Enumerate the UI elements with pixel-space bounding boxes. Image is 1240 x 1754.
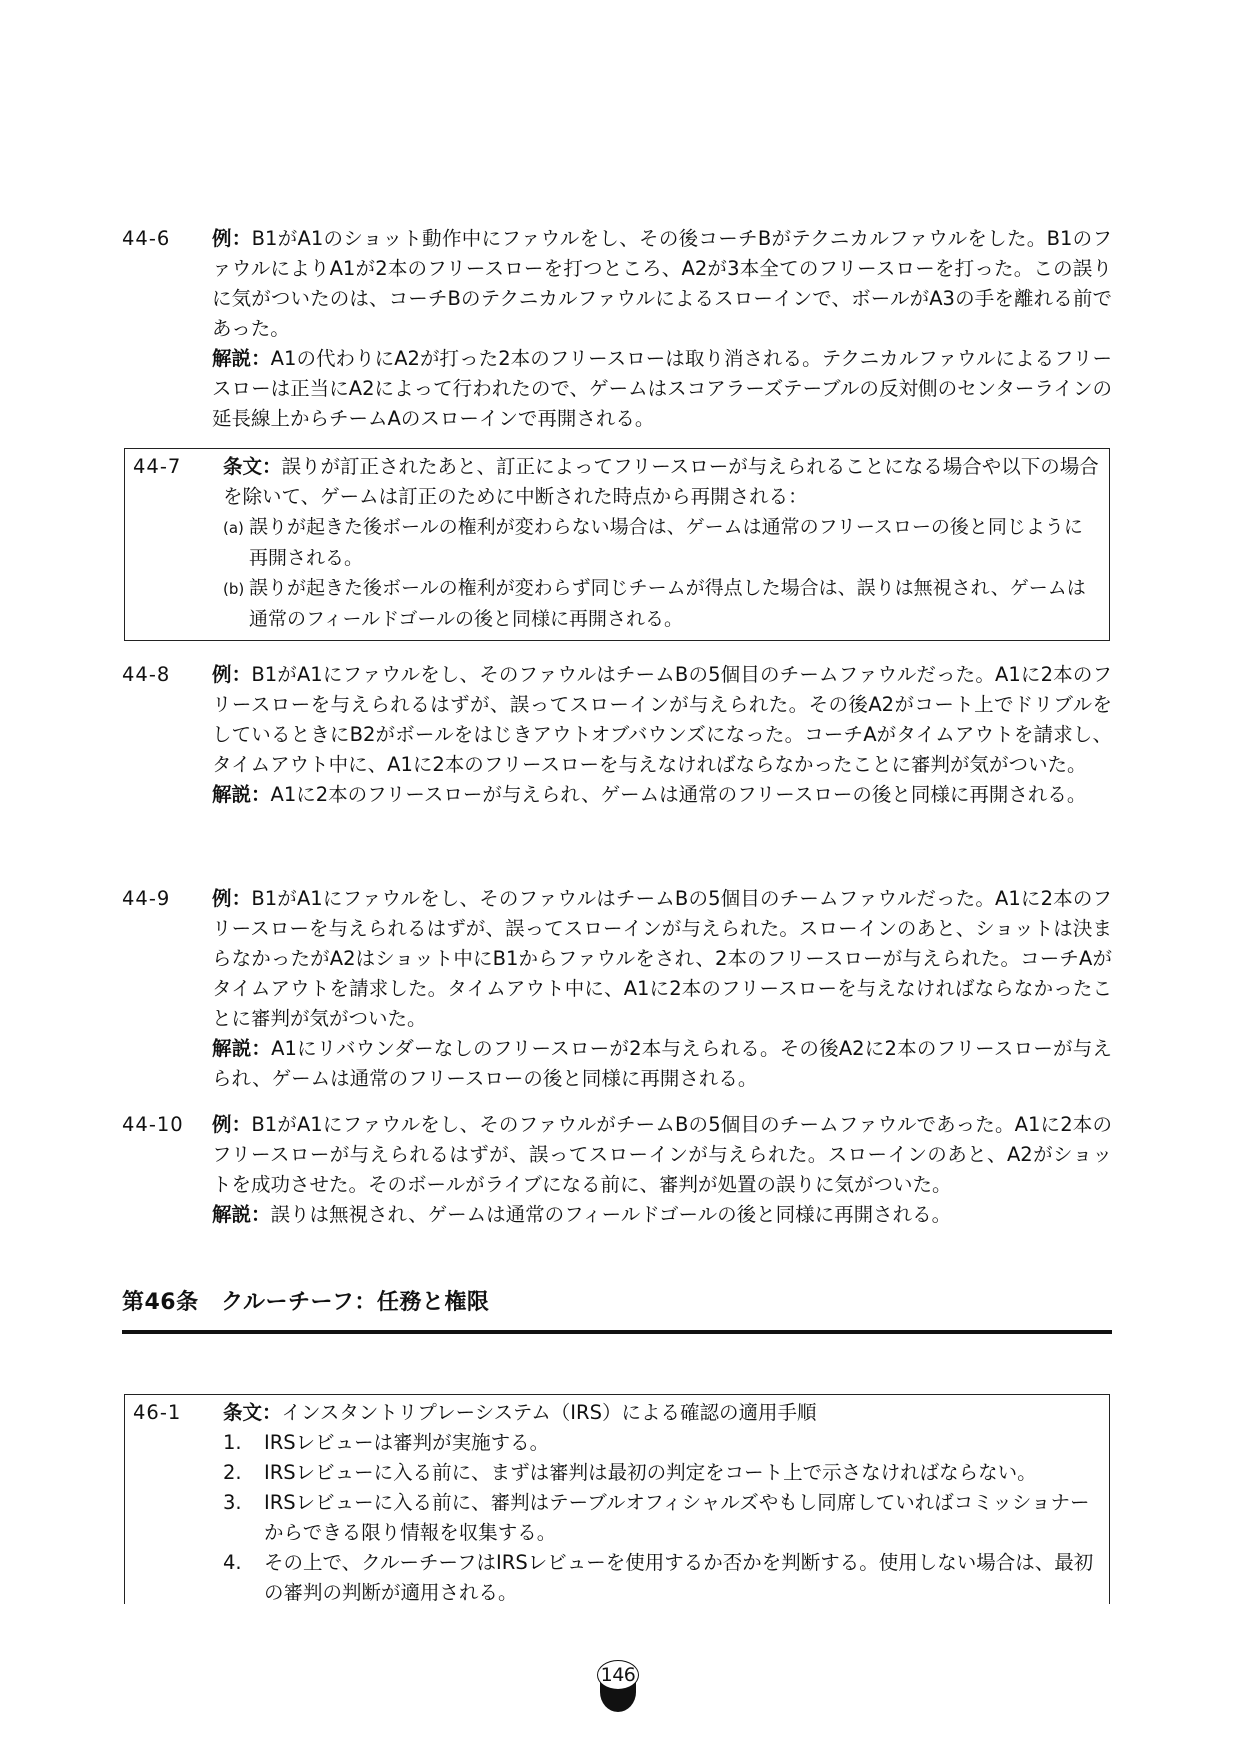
procedure-item: [223, 1488, 1099, 1548]
procedure-item: [223, 1428, 1099, 1458]
item-number: 3.: [223, 1491, 242, 1514]
explanation-paragraph: [212, 344, 1112, 434]
entry-number: 44-8: [122, 663, 171, 686]
entry-body: [212, 1110, 1112, 1230]
example-label: 例：: [212, 663, 252, 686]
example-label: 例：: [212, 227, 252, 250]
explanation-label: 解説：: [212, 1037, 272, 1060]
explanation-label: 解説：: [212, 1203, 271, 1226]
explanation-text: A1にリバウンダーなしのフリースローが2本与えられる。その後A2に2本のフリースローが与えられ、ゲームは通常のフリースローの後と同様に再開される。: [212, 1037, 1112, 1090]
rule-item-b: [223, 573, 1099, 634]
casebook-entry-44-8: [122, 660, 1112, 810]
item-number: 4.: [223, 1551, 242, 1574]
page-number-badge: [596, 1660, 642, 1720]
article-title: 第46条 クルーチーフ：任務と権限: [122, 1290, 490, 1315]
procedure-item: [223, 1458, 1099, 1488]
rule-statement: [223, 452, 1099, 512]
example-text: B1がA1にファウルをし、そのファウルはチームBの5個目のチームファウルだった。A1に2本のフリースローを与えられるはずが、誤ってスローインが与えられた。スローインのあと、ショットは決まらなかったがA2はショット中にB1からファウルをされ、2本のフリースローが与えられた。コーチAがタイムアウトを請求した。タイムアウト中に、A1に2本のフリースローを与えなければならなかったことに審判が気がついた。: [212, 887, 1112, 1030]
example-text: B1がA1のショット動作中にファウルをし、その後コーチBがテクニカルファウルをした。B1のファウルによりA1が2本のフリースローを打つところ、A2が3本全てのフリースローを打った。この誤りに気がついたのは、コーチBのテクニカルファウルによるスローインで、ボールがA3の手を離れる前であった。: [212, 227, 1112, 340]
rule-number: 44-7: [133, 455, 182, 478]
rule-number: 46-1: [133, 1401, 182, 1424]
example-label: 例：: [212, 887, 252, 910]
page-number: 146: [597, 1660, 639, 1690]
rule-label: 条文：: [223, 1401, 282, 1424]
article-heading: [122, 1286, 1112, 1334]
item-text: IRSレビューは審判が実施する。: [264, 1431, 550, 1454]
heading-rule: [122, 1330, 1112, 1334]
explanation-label: 解説：: [212, 783, 271, 806]
explanation-paragraph: [212, 1034, 1112, 1094]
procedure-list: [223, 1428, 1099, 1608]
casebook-entry-44-6: [122, 224, 1112, 434]
rule-text: 誤りが訂正されたあと、訂正によってフリースローが与えられることになる場合や以下の場合を除いて、ゲームは訂正のために中断された時点から再開される：: [223, 455, 1099, 508]
explanation-paragraph: [212, 1200, 1112, 1230]
entry-body: [212, 660, 1112, 810]
explanation-text: 誤りは無視され、ゲームは通常のフィールドゴールの後と同様に再開される。: [270, 1203, 952, 1226]
item-text: 誤りが起きた後ボールの権利が変わらず同じチームが得点した場合は、誤りは無視され、ゲームは通常のフィールドゴールの後と同様に再開される。: [249, 577, 1086, 630]
explanation-label: 解説：: [212, 347, 271, 370]
item-number: 2.: [223, 1461, 242, 1484]
item-text: その上で、クルーチーフはIRSレビューを使用するか否かを判断する。使用しない場合は、最初の審判の判断が適用される。: [264, 1551, 1094, 1604]
explanation-paragraph: [212, 780, 1112, 810]
explanation-text: A1に2本のフリースローが与えられ、ゲームは通常のフリースローの後と同様に再開される。: [270, 783, 1087, 806]
item-text: 誤りが起きた後ボールの権利が変わらない場合は、ゲームは通常のフリースローの後と同じように再開される。: [249, 516, 1083, 569]
entry-body: [212, 224, 1112, 434]
rule-body: [223, 1398, 1099, 1608]
rule-box-44-7: [124, 448, 1110, 641]
example-paragraph: [212, 1110, 1112, 1200]
procedure-item: [223, 1548, 1099, 1608]
entry-number: 44-9: [122, 887, 171, 910]
item-text: IRSレビューに入る前に、まずは審判は最初の判定をコート上で示さなければならない。: [264, 1461, 1037, 1484]
example-paragraph: [212, 660, 1112, 780]
entry-number: 44-10: [122, 1113, 184, 1136]
item-marker: (a): [223, 519, 244, 537]
rule-item-a: [223, 512, 1099, 573]
example-label: 例：: [212, 1113, 252, 1136]
rule-label: 条文：: [223, 455, 282, 478]
explanation-text: A1の代わりにA2が打った2本のフリースローは取り消される。テクニカルファウルによるフリースローは正当にA2によって行われたので、ゲームはスコアラーズテーブルの反対側のセンターラインの延長線上からチームAのスローインで再開される。: [212, 347, 1112, 430]
rule-body: [223, 452, 1099, 634]
item-number: 1.: [223, 1431, 242, 1454]
entry-body: [212, 884, 1112, 1094]
item-marker: (b): [223, 580, 245, 598]
entry-number: 44-6: [122, 227, 171, 250]
example-text: B1がA1にファウルをし、そのファウルがチームBの5個目のチームファウルであった。A1に2本のフリースローが与えられるはずが、誤ってスローインが与えられた。スローインのあと、A2がショットを成功させた。そのボールがライブになる前に、審判が処置の誤りに気がついた。: [212, 1113, 1112, 1196]
example-paragraph: [212, 884, 1112, 1034]
rule-box-46-1: [124, 1394, 1110, 1604]
casebook-entry-44-9: [122, 884, 1112, 1094]
item-text: IRSレビューに入る前に、審判はテーブルオフィシャルズやもし同席していればコミッショナーからできる限り情報を収集する。: [264, 1491, 1090, 1544]
rule-text: インスタントリプレーシステム（IRS）による確認の適用手順: [281, 1401, 817, 1424]
casebook-entry-44-10: [122, 1110, 1112, 1230]
example-paragraph: [212, 224, 1112, 344]
rule-statement: [223, 1398, 1099, 1428]
example-text: B1がA1にファウルをし、そのファウルはチームBの5個目のチームファウルだった。A1に2本のフリースローを与えられるはずが、誤ってスローインが与えられた。その後A2がコート上でドリブルをしているときにB2がボールをはじきアウトオブバウンズになった。コーチAがタイムアウトを請求し、タイムアウト中に、A1に2本のフリースローを与えなければならなかったことに審判が気がついた。: [212, 663, 1112, 776]
